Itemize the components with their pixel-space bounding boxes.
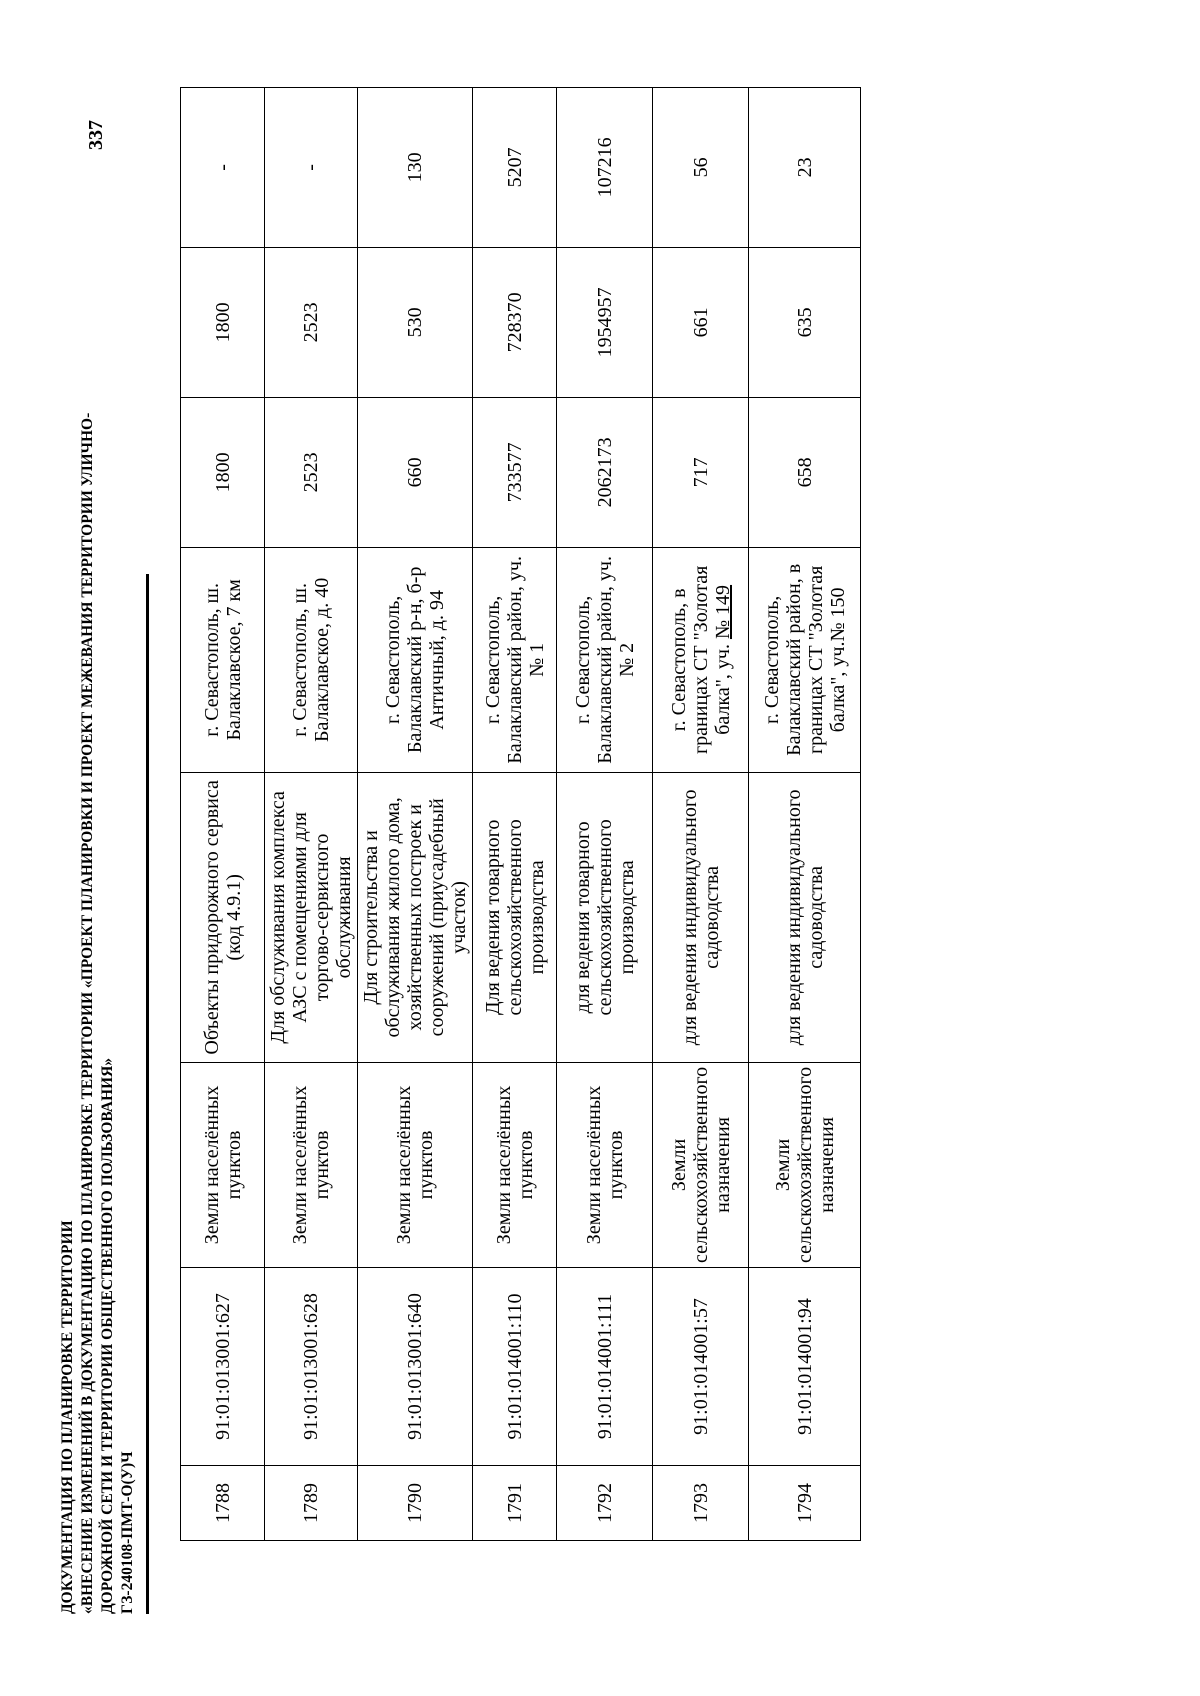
header-line-2: «ВНЕСЕНИЕ ИЗМЕНЕНИЙ В ДОКУМЕНТАЦИЮ ПО ПЛАНИРОВКЕ ТЕРРИТОРИИ «ПРОЕКТ ПЛАНИРОВКИ И ПРОЕКТ МЕЖЕВАНИЯ ТЕРРИТОРИИ УЛИЧНО- bbox=[79, 412, 96, 1614]
permitted-use: для ведения индивидуального садоводства bbox=[749, 772, 861, 1062]
total-area: 2062173 bbox=[557, 397, 653, 547]
table-row bbox=[181, 87, 265, 1540]
area-remaining: 1800 bbox=[181, 247, 265, 397]
header-line-3: ДОРОЖНОЙ СЕТИ И ТЕРРИТОРИИ ОБЩЕСТВЕННОГО ПОЛЬЗОВАНИЯ» bbox=[99, 1057, 116, 1614]
document-header bbox=[58, 412, 138, 1614]
address: г. Севастополь, Балаклавский район, уч. № 1 bbox=[473, 547, 557, 772]
area-withdrawn: 23 bbox=[749, 87, 861, 247]
table-row bbox=[557, 87, 653, 1540]
area-remaining: 530 bbox=[358, 247, 473, 397]
table-row bbox=[265, 87, 358, 1540]
address: г. Севастополь, Балаклавский р-н, б-р Античный, д. 94 bbox=[358, 547, 473, 772]
total-area: 1800 bbox=[181, 397, 265, 547]
permitted-use: Для строительства и обслуживания жилого дома, хозяйственных построек и сооружений (приусадебный участок) bbox=[358, 772, 473, 1062]
cadastral-number: 91:01:014001:57 bbox=[653, 1268, 749, 1466]
land-plots-table bbox=[180, 87, 861, 1541]
table-row bbox=[749, 87, 861, 1540]
land-category: Земли населённых пунктов bbox=[473, 1062, 557, 1267]
area-withdrawn: - bbox=[181, 87, 265, 247]
land-category: Земли населённых пунктов bbox=[265, 1062, 358, 1267]
address: г. Севастополь, ш. Балаклавское, 7 км bbox=[181, 547, 265, 772]
address-plot-number: № 149 bbox=[711, 584, 734, 640]
land-category: Земли сельскохозяйственного назначения bbox=[653, 1062, 749, 1267]
address: г. Севастополь, Балаклавский район, уч. № 2 bbox=[557, 547, 653, 772]
permitted-use: Объекты придорожного сервиса (код 4.9.1) bbox=[181, 772, 265, 1062]
total-area: 658 bbox=[749, 397, 861, 547]
row-number: 1793 bbox=[653, 1466, 749, 1541]
land-category: Земли населённых пунктов bbox=[358, 1062, 473, 1267]
permitted-use: Для обслуживания комплекса АЗС с помещениями для торгово-сервисного обслуживания bbox=[265, 772, 358, 1062]
area-withdrawn: 5207 bbox=[473, 87, 557, 247]
row-number: 1794 bbox=[749, 1466, 861, 1541]
area-remaining: 661 bbox=[653, 247, 749, 397]
address: г. Севастополь, ш. Балаклавское, д. 40 bbox=[265, 547, 358, 772]
header-line-4: ГЗ-240108-ПМТ-О(У)Ч bbox=[119, 1451, 136, 1614]
cadastral-number: 91:01:013001:628 bbox=[265, 1268, 358, 1466]
area-withdrawn: 56 bbox=[653, 87, 749, 247]
total-area: 733577 bbox=[473, 397, 557, 547]
area-withdrawn: - bbox=[265, 87, 358, 247]
permitted-use: для ведения товарного сельскохозяйственного производства bbox=[557, 772, 653, 1062]
land-category: Земли населённых пунктов bbox=[181, 1062, 265, 1267]
permitted-use: Для ведения товарного сельскохозяйственного производства bbox=[473, 772, 557, 1062]
cadastral-number: 91:01:014001:94 bbox=[749, 1268, 861, 1466]
row-number: 1791 bbox=[473, 1466, 557, 1541]
cadastral-number: 91:01:014001:111 bbox=[557, 1268, 653, 1466]
area-withdrawn: 107216 bbox=[557, 87, 653, 247]
area-remaining: 2523 bbox=[265, 247, 358, 397]
cadastral-number: 91:01:014001:110 bbox=[473, 1268, 557, 1466]
area-remaining: 728370 bbox=[473, 247, 557, 397]
address-main: г. Севастополь, в границах СТ "Золотая балка", уч. bbox=[667, 565, 734, 755]
total-area: 660 bbox=[358, 397, 473, 547]
page-number: 337 bbox=[85, 120, 107, 150]
row-number: 1789 bbox=[265, 1466, 358, 1541]
land-category: Земли населённых пунктов bbox=[557, 1062, 653, 1267]
area-remaining: 635 bbox=[749, 247, 861, 397]
table-row bbox=[358, 87, 473, 1540]
header-line-1: ДОКУМЕНТАЦИЯ ПО ПЛАНИРОВКЕ ТЕРРИТОРИИ bbox=[59, 1220, 76, 1614]
table-row bbox=[653, 87, 749, 1540]
total-area: 2523 bbox=[265, 397, 358, 547]
permitted-use: для ведения индивидуального садоводства bbox=[653, 772, 749, 1062]
cadastral-number: 91:01:013001:627 bbox=[181, 1268, 265, 1466]
address: г. Севастополь, Балаклавский район, в границах СТ "Золотая балка", уч.№ 150 bbox=[749, 547, 861, 772]
area-remaining: 1954957 bbox=[557, 247, 653, 397]
cadastral-number: 91:01:013001:640 bbox=[358, 1268, 473, 1466]
area-withdrawn: 130 bbox=[358, 87, 473, 247]
row-number: 1788 bbox=[181, 1466, 265, 1541]
total-area: 717 bbox=[653, 397, 749, 547]
land-category: Земли сельскохозяйственного назначения bbox=[749, 1062, 861, 1267]
header-rule bbox=[146, 574, 149, 1614]
row-number: 1792 bbox=[557, 1466, 653, 1541]
row-number: 1790 bbox=[358, 1466, 473, 1541]
address bbox=[653, 547, 749, 772]
table-row bbox=[473, 87, 557, 1540]
